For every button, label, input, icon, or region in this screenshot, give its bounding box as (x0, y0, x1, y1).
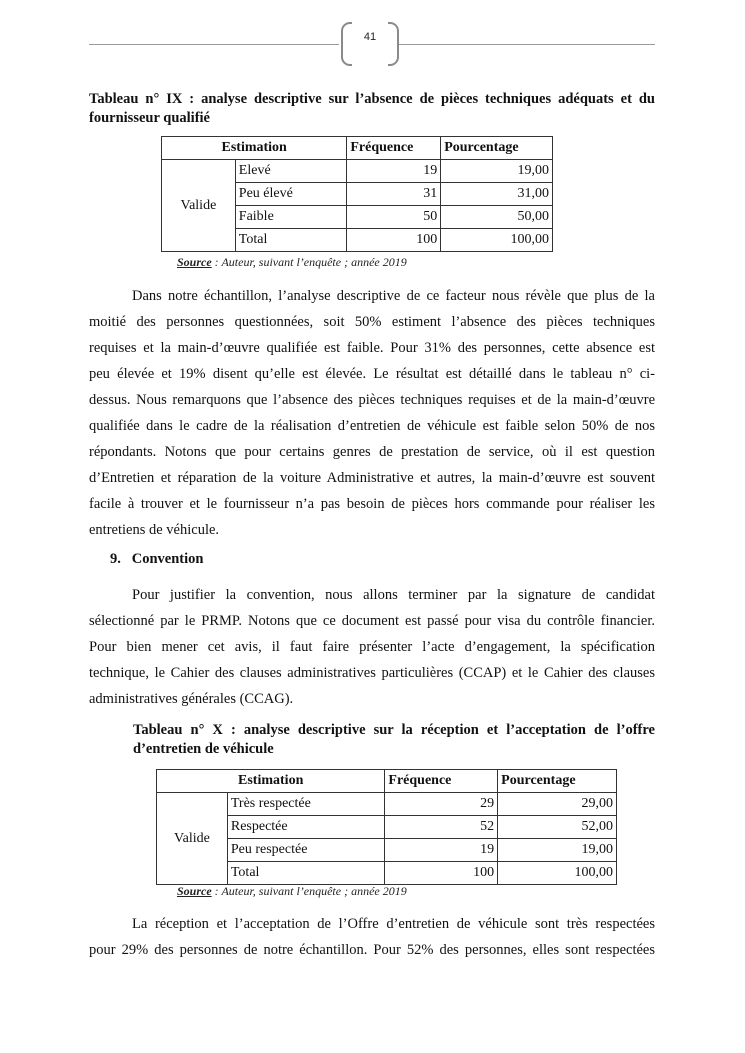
row-frequence: 50 (347, 206, 441, 229)
row-pourcentage: 52,00 (498, 816, 617, 839)
row-pourcentage: 31,00 (441, 183, 553, 206)
caption-line: fournisseur qualifié (89, 110, 210, 126)
row-frequence: 19 (385, 839, 498, 862)
caption-line: d’entretien de véhicule (133, 741, 274, 757)
text-line: entretiens de véhicule. (89, 522, 220, 538)
row-pourcentage: 29,00 (498, 793, 617, 816)
text-line: dessus. Nous remarquons que l’absence des pièces techniques requises et de la main-d’œuvre (89, 392, 655, 408)
text-line: facile à trouver et le fournisseur n’a pas besoin de pièces hors commande pour réaliser les (89, 496, 655, 512)
table-row (157, 793, 617, 816)
text-line: requises et la main-d’œuvre qualifiée est faible. Pour 31% des personnes, cette absence est (89, 340, 655, 356)
text-line: sélectionné par le PRMP. Notons que ce document est passé pour visa du contrôle financier. (89, 613, 655, 629)
header-rule-right (398, 44, 655, 45)
group-label: Valide (162, 160, 236, 252)
group-label: Valide (157, 793, 228, 885)
row-pourcentage: 100,00 (498, 862, 617, 885)
source-label: Source (177, 884, 212, 898)
row-label: Respectée (227, 816, 385, 839)
row-label: Elevé (235, 160, 347, 183)
row-label: Total (235, 229, 347, 252)
caption-line: Tableau n° X : analyse descriptive sur la réception et l’acceptation de l’offre (133, 722, 655, 738)
header-estimation: Estimation (162, 137, 347, 160)
source-label: Source (177, 255, 212, 269)
source-text: : Auteur, suivant l’enquête ; année 2019 (211, 884, 407, 898)
text-line: Dans notre échantillon, l’analyse descriptive de ce facteur nous révèle que plus de la (132, 288, 655, 304)
text-line: qualifiée dans le cadre de la réalisation d’entretien de véhicule est faible selon 50% de nos (89, 418, 655, 434)
text-line: Pour bien mener cet avis, il faut faire présenter l’acte d’engagement, la spécification (89, 639, 655, 655)
table-header-row (162, 137, 553, 160)
header-frequence: Fréquence (385, 770, 498, 793)
source-text: : Auteur, suivant l’enquête ; année 2019 (211, 255, 407, 269)
text-line: Pour justifier la convention, nous allons terminer par la signature de candidat (132, 587, 655, 603)
table-2-source (177, 884, 407, 899)
text-line: d’Entretien et réparation de la voiture Administrative et autres, la main-d’œuvre est souvent (89, 470, 655, 486)
row-label: Faible (235, 206, 347, 229)
row-label: Total (227, 862, 385, 885)
header-pourcentage: Pourcentage (441, 137, 553, 160)
table-1-caption (89, 90, 655, 128)
text-line: peu élevée et 19% disent qu’elle est élevée. Le résultat est détaillé dans le tableau n° ci- (89, 366, 655, 382)
table-1-source (177, 255, 407, 270)
row-pourcentage: 19,00 (441, 160, 553, 183)
header-estimation: Estimation (157, 770, 385, 793)
header-rule-left (89, 44, 339, 45)
row-label: Très respectée (227, 793, 385, 816)
row-frequence: 29 (385, 793, 498, 816)
row-frequence: 31 (347, 183, 441, 206)
caption-line: Tableau n° IX : analyse descriptive sur l’absence de pièces techniques adéquats et du (89, 91, 655, 107)
row-pourcentage: 50,00 (441, 206, 553, 229)
table-row (162, 160, 553, 183)
header-pourcentage: Pourcentage (498, 770, 617, 793)
text-line: répondants. Notons que pour certains genres de prestation de service, où il est question (89, 444, 655, 460)
table-1 (161, 136, 553, 252)
paragraph-2 (89, 582, 655, 712)
text-line: moitié des personnes questionnées, soit 50% estiment l’absence des pièces techniques (89, 314, 655, 330)
row-label: Peu respectée (227, 839, 385, 862)
section-heading (110, 551, 203, 568)
table-header-row (157, 770, 617, 793)
row-label: Peu élevé (235, 183, 347, 206)
row-frequence: 100 (347, 229, 441, 252)
text-line: pour 29% des personnes de notre échantillon. Pour 52% des personnes, elles sont respectées (89, 942, 655, 958)
section-title: Convention (131, 551, 204, 567)
row-frequence: 52 (385, 816, 498, 839)
table-2 (156, 769, 617, 885)
row-pourcentage: 19,00 (498, 839, 617, 862)
row-pourcentage: 100,00 (441, 229, 553, 252)
table-2-caption (133, 721, 655, 759)
page-number-bracket-right (388, 22, 399, 66)
text-line: La réception et l’acceptation de l’Offre d’entretien de véhicule sont très respectées (132, 916, 655, 932)
text-line: administratives générales (CCAG). (89, 691, 294, 707)
text-line: technique, le Cahier des clauses administratives particulières (CCAP) et le Cahier des clauses (89, 665, 655, 681)
paragraph-1 (89, 283, 655, 543)
page-number: 41 (363, 31, 377, 43)
header-frequence: Fréquence (347, 137, 441, 160)
row-frequence: 100 (385, 862, 498, 885)
page-number-bracket-left (341, 22, 352, 66)
paragraph-3 (89, 911, 655, 963)
row-frequence: 19 (347, 160, 441, 183)
section-number: 9. (110, 551, 121, 567)
